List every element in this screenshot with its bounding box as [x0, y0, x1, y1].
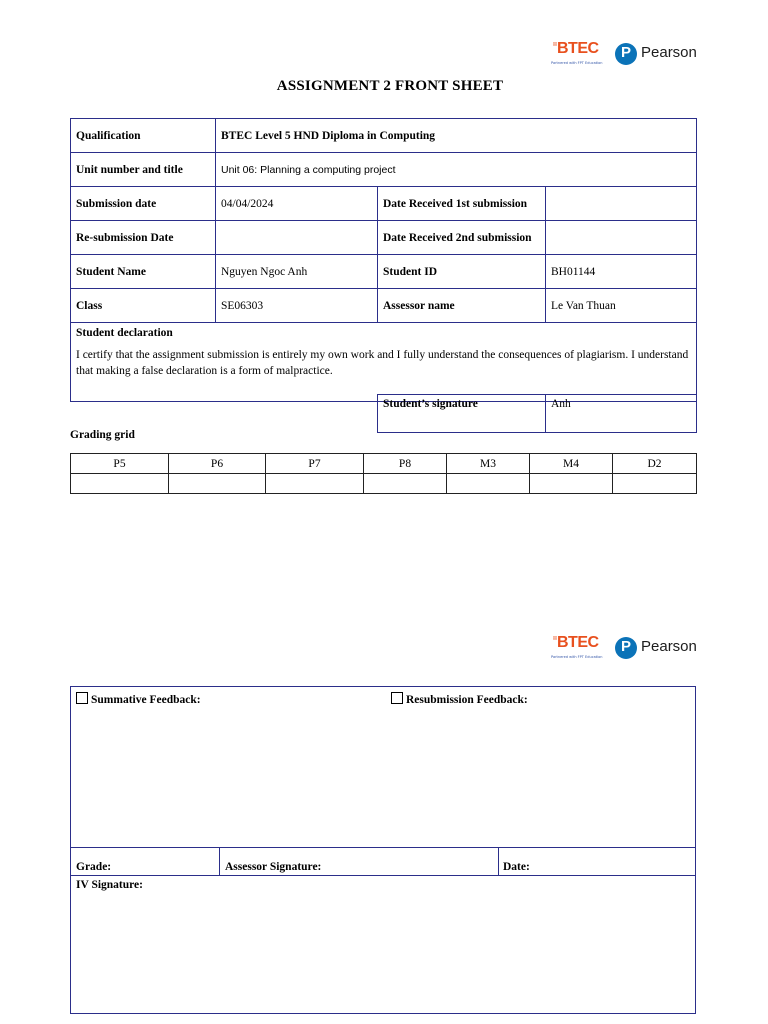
logo-header-2: [549, 630, 695, 670]
received-1st-value: [546, 187, 697, 221]
grade-cell: [266, 474, 364, 494]
student-signature-label: Student’s signature: [378, 395, 546, 433]
grade-column-m4: M4: [530, 454, 613, 474]
pearson-logo-text: Pearson: [641, 44, 697, 61]
assessor-name-label: Assessor name: [378, 289, 546, 323]
resubmission-checkbox[interactable]: [391, 692, 403, 704]
assessor-name-value: Le Van Thuan: [546, 289, 697, 323]
btec-logo-text: BTEC: [557, 634, 599, 651]
grade-column-p6: P6: [169, 454, 266, 474]
resubmission-date-label: Re-submission Date: [71, 221, 216, 255]
page-title: ASSIGNMENT 2 FRONT SHEET: [276, 78, 504, 94]
grade-cell: [364, 474, 447, 494]
grade-column-p5: P5: [71, 454, 169, 474]
grade-column-p8: P8: [364, 454, 447, 474]
student-id-value: BH01144: [546, 255, 697, 289]
grade-cell: [71, 474, 169, 494]
class-label: Class: [71, 289, 216, 323]
unit-label: Unit number and title: [71, 153, 216, 187]
divider: [71, 847, 695, 848]
grading-value-row: [71, 474, 697, 494]
grade-cell: [447, 474, 530, 494]
pearson-logo-mark: P: [615, 43, 637, 65]
grade-cell: [530, 474, 613, 494]
grading-grid-title: Grading grid: [70, 429, 135, 441]
divider: [219, 847, 220, 876]
front-sheet-table: [70, 118, 697, 402]
student-id-label: Student ID: [378, 255, 546, 289]
pearson-logo-mark: P: [615, 637, 637, 659]
grade-label: Grade:: [76, 861, 112, 873]
date-label: Date:: [503, 861, 530, 873]
iv-signature-label: IV Signature:: [76, 879, 143, 891]
submission-date-label: Submission date: [71, 187, 216, 221]
table-row: [71, 187, 697, 221]
resubmission-feedback-label: Resubmission Feedback:: [406, 694, 528, 706]
logo-header-1: [549, 36, 695, 76]
qualification-value: BTEC Level 5 HND Diploma in Computing: [216, 119, 697, 153]
grade-column-d2: D2: [613, 454, 697, 474]
table-row: [71, 323, 697, 402]
declaration-cell: [71, 323, 697, 402]
table-row: [71, 289, 697, 323]
grade-cell: [169, 474, 266, 494]
grade-column-p7: P7: [266, 454, 364, 474]
declaration-text: I certify that the assignment submission is entirely my own work and I fully understand the consequences of plagiarism. I understand that making a false declaration is a form of malpractice.: [76, 349, 689, 377]
received-2nd-value: [546, 221, 697, 255]
assessor-signature-label: Assessor Signature:: [225, 861, 322, 873]
table-row: [71, 221, 697, 255]
btec-tagline: Partnered with FPT Education: [551, 61, 603, 65]
qualification-label: Qualification: [71, 119, 216, 153]
signature-table: [377, 394, 697, 433]
divider: [498, 847, 499, 876]
declaration-title: Student declaration: [76, 327, 173, 339]
btec-logo-text: BTEC: [557, 40, 599, 57]
received-1st-label: Date Received 1st submission: [378, 187, 546, 221]
summative-feedback: [76, 692, 201, 706]
student-name-value: Nguyen Ngoc Anh: [216, 255, 378, 289]
resubmission-date-value: [216, 221, 378, 255]
divider: [71, 875, 695, 876]
btec-logo: [549, 40, 601, 74]
grading-header-row: [71, 454, 697, 474]
table-row: [71, 119, 697, 153]
summative-feedback-label: Summative Feedback:: [91, 694, 201, 706]
table-row: [71, 153, 697, 187]
student-name-label: Student Name: [71, 255, 216, 289]
class-value: SE06303: [216, 289, 378, 323]
summative-checkbox[interactable]: [76, 692, 88, 704]
submission-date-value: 04/04/2024: [216, 187, 378, 221]
pearson-logo-text: Pearson: [641, 638, 697, 655]
student-signature-value: Anh: [546, 395, 697, 433]
btec-tagline: Partnered with FPT Education: [551, 655, 603, 659]
btec-logo: [549, 634, 601, 668]
resubmission-feedback: [391, 692, 528, 706]
unit-value: Unit 06: Planning a computing project: [216, 153, 697, 187]
grading-grid: [70, 453, 697, 494]
feedback-box: [70, 686, 696, 1014]
grade-column-m3: M3: [447, 454, 530, 474]
table-row: [71, 255, 697, 289]
grade-cell: [613, 474, 697, 494]
received-2nd-label: Date Received 2nd submission: [378, 221, 546, 255]
